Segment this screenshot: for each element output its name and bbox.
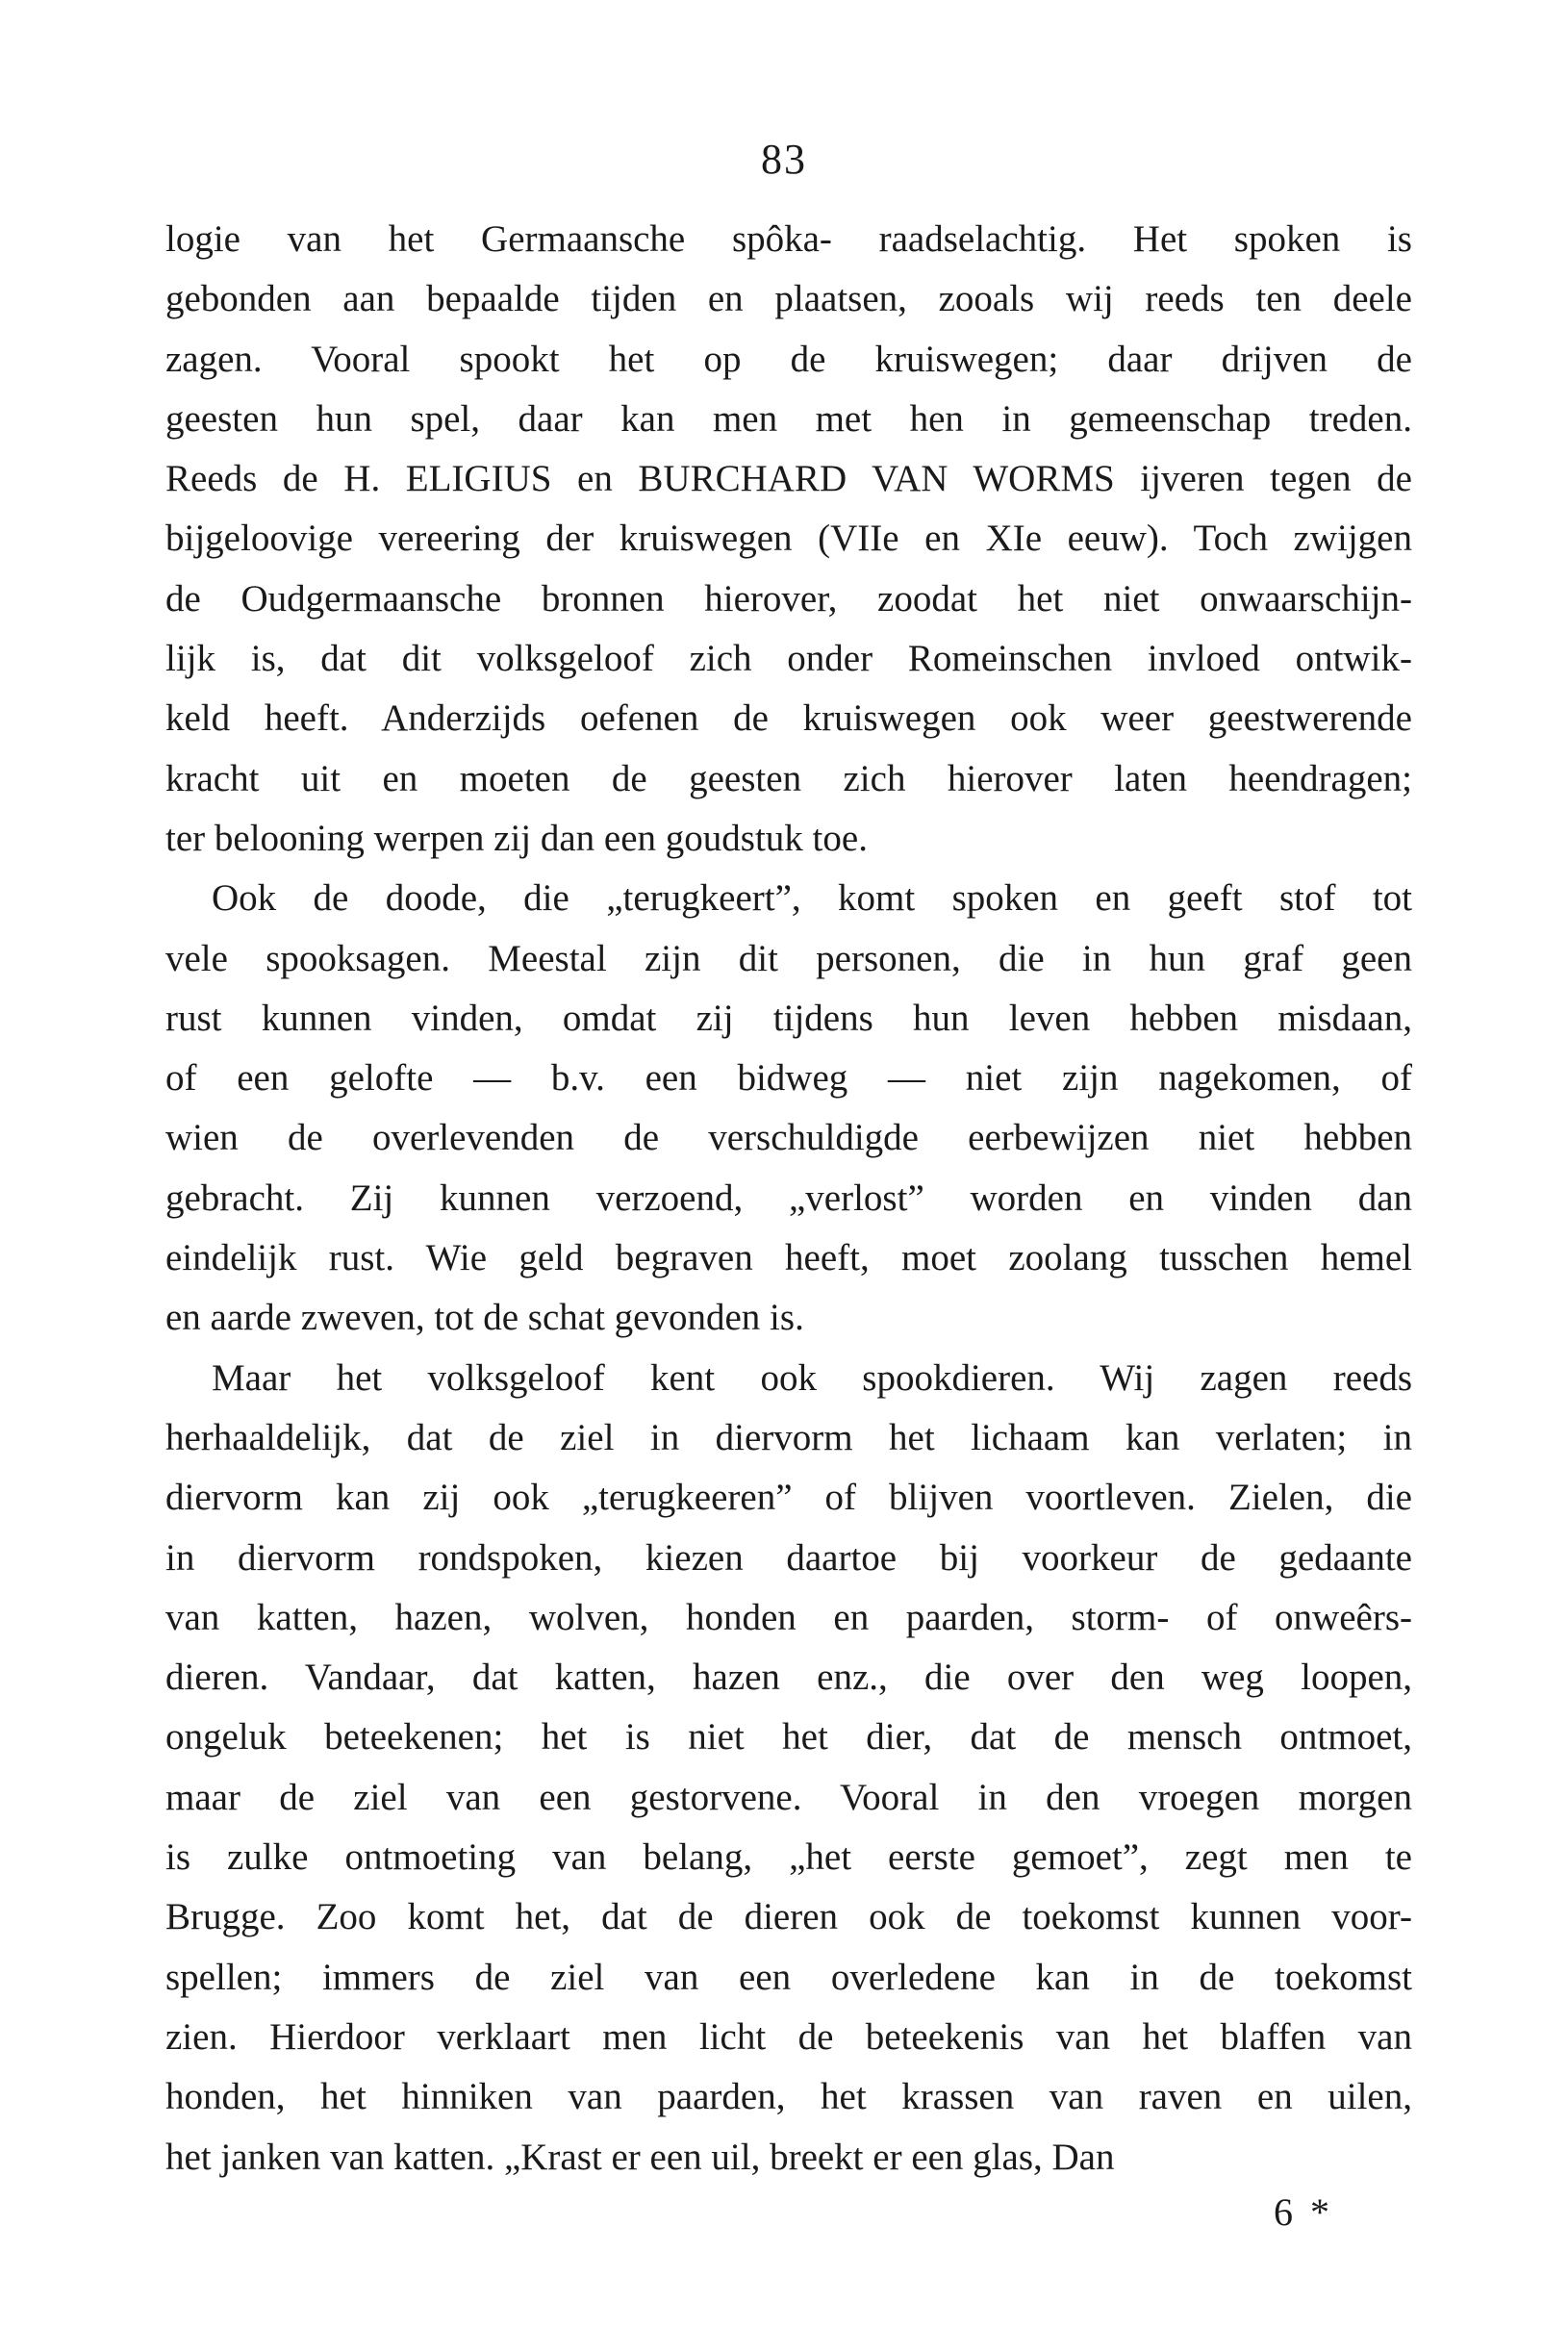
text-line: honden, het hinniken van paarden, het krassen van raven en uilen, [165, 2076, 1412, 2118]
text-line: of een gelofte — b.v. een bidweg — niet zijn nagekomen, of [165, 1057, 1412, 1100]
text-line: dieren. Vandaar, dat katten, hazen enz., die over den weg loopen, [165, 1657, 1412, 1699]
text-line: maar de ziel van een gestorvene. Vooral in den vroegen morgen [165, 1776, 1412, 1818]
text-line: de Oudgermaansche bronnen hierover, zoodat het niet onwaarschijn- [165, 577, 1412, 620]
text-line: in diervorm rondspoken, kiezen daartoe bij voorkeur de gedaante [165, 1536, 1412, 1579]
text-line: logie van het Germaansche spôka- raadselachtig. Het spoken is [165, 218, 1412, 260]
text-line: kracht uit en moeten de geesten zich hierover laten heendragen; [165, 757, 1412, 799]
text-line: ongeluk beteekenen; het is niet het dier, dat de mensch ontmoet, [165, 1716, 1412, 1759]
text-line: rust kunnen vinden, omdat zij tijdens hun leven hebben misdaan, [165, 997, 1412, 1039]
text-line: Maar het volksgeloof kent ook spookdieren. Wij zagen reeds [212, 1356, 1412, 1399]
text-line: herhaaldelijk, dat de ziel in diervorm het lichaam kan verlaten; in [165, 1416, 1412, 1458]
body-text [165, 210, 1412, 2188]
page-number: 83 [761, 136, 807, 183]
text-line: is zulke ontmoeting van belang, „het eerste gemoet”, zegt men te [165, 1836, 1412, 1879]
signature-mark: 6 * [1274, 2190, 1333, 2234]
text-line: keld heeft. Anderzijds oefenen de kruiswegen ook weer geestwerende [165, 697, 1412, 740]
text-line: gebonden aan bepaalde tijden en plaatsen, zooals wij reeds ten deele [165, 278, 1412, 320]
text-line: ter belooning werpen zij dan een goudstuk toe. [165, 817, 868, 859]
text-line: zien. Hierdoor verklaart men licht de beteekenis van het blaffen van [165, 2015, 1412, 2058]
text-line: wien de overlevenden de verschuldigde eerbewijzen niet hebben [165, 1117, 1412, 1159]
text-line: eindelijk rust. Wie geld begraven heeft, moet zoolang tusschen hemel [165, 1237, 1412, 1279]
text-line: zagen. Vooral spookt het op de kruiswegen; daar drijven de [165, 338, 1412, 380]
paragraph-3 [165, 1349, 1412, 2188]
text-line: geesten hun spel, daar kan men met hen in gemeenschap treden. [165, 397, 1412, 440]
text-line: Ook de doode, die „terugkeert”, komt spoken en geeft stof tot [212, 877, 1412, 920]
text-line: bijgeloovige vereering der kruiswegen (VIIe en XIe eeuw). Toch zwijgen [165, 518, 1412, 560]
text-line: Reeds de H. ELIGIUS en BURCHARD VAN WORMS ijveren tegen de [165, 458, 1412, 500]
text-line: het janken van katten. „Krast er een uil, breekt er een glas, Dan [165, 2136, 1115, 2178]
paragraph-2 [165, 869, 1412, 1348]
text-line: van katten, hazen, wolven, honden en paarden, storm- of onweêrs- [165, 1596, 1412, 1638]
text-line: en aarde zweven, tot de schat gevonden is. [165, 1297, 804, 1339]
text-line: spellen; immers de ziel van een overledene kan in de toekomst [165, 1956, 1412, 1998]
paragraph-1 [165, 210, 1412, 869]
text-line: diervorm kan zij ook „terugkeeren” of blijven voortleven. Zielen, die [165, 1477, 1412, 1519]
text-line: gebracht. Zij kunnen verzoend, „verlost” worden en vinden dan [165, 1177, 1412, 1219]
text-line: vele spooksagen. Meestal zijn dit personen, die in hun graf geen [165, 937, 1412, 979]
text-line: lijk is, dat dit volksgeloof zich onder Romeinschen invloed ontwik- [165, 638, 1412, 680]
text-line: Brugge. Zoo komt het, dat de dieren ook de toekomst kunnen voor- [165, 1896, 1412, 1938]
